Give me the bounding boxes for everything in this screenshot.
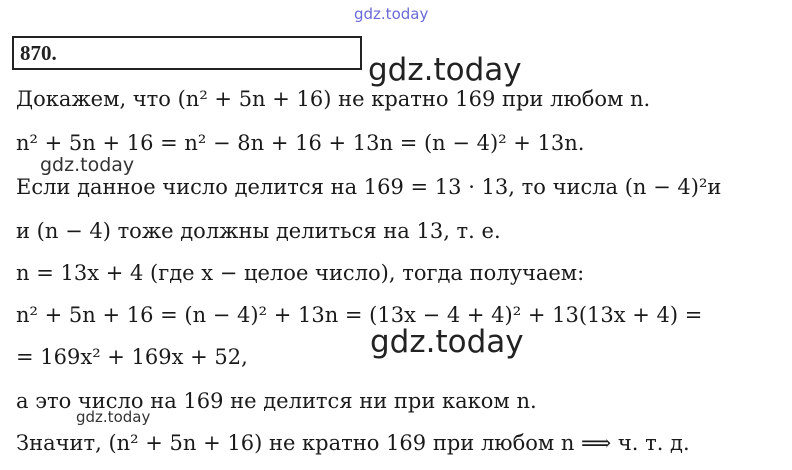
- problem-number: 870.: [20, 41, 57, 65]
- solution-line-1: Докажем, что (n² + 5n + 16) не кратно 169 при любом n.: [16, 87, 651, 111]
- solution-line-5: n = 13x + 4 (где x − целое число), тогда получаем:: [16, 261, 585, 285]
- solution-line-4: и (n − 4) тоже должны делиться на 13, т. е.: [16, 219, 501, 243]
- watermark-large-2: gdz.today: [370, 324, 524, 360]
- watermark-large-1: gdz.today: [368, 52, 522, 88]
- watermark-small-1: gdz.today: [40, 154, 135, 176]
- solution-line-2: n² + 5n + 16 = n² − 8n + 16 + 13n = (n − 4)² + 13n.: [16, 131, 585, 155]
- problem-number-box: [12, 36, 362, 70]
- solution-line-7: = 169x² + 169x + 52,: [16, 345, 248, 369]
- solution-line-3: Если данное число делится на 169 = 13 · 13, то числа (n − 4)²и: [16, 175, 722, 199]
- watermark-small-2: gdz.today: [76, 408, 151, 426]
- watermark-top: gdz.today: [354, 5, 429, 23]
- solution-line-6: n² + 5n + 16 = (n − 4)² + 13n = (13x − 4 + 4)² + 13(13x + 4) =: [16, 303, 703, 327]
- solution-line-9: Значит, (n² + 5n + 16) не кратно 169 при любом n ⟹ ч. т. д.: [16, 431, 690, 455]
- solution-line-8: а это число на 169 не делится ни при каком n.: [16, 389, 537, 413]
